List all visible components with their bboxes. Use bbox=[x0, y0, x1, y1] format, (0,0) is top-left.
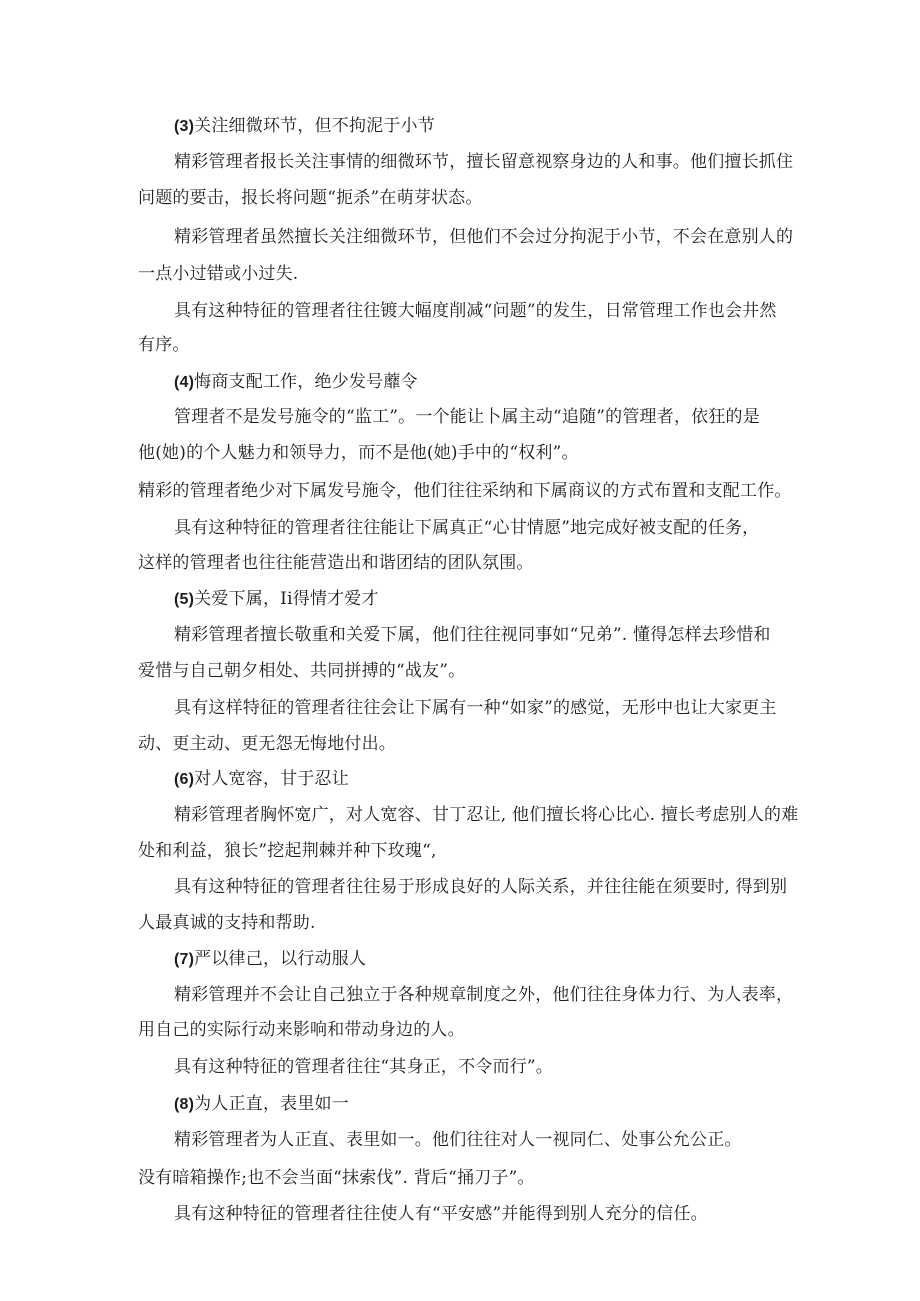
section-7-heading bbox=[174, 948, 366, 971]
section-title: 严以律己，以行动服人 bbox=[194, 949, 367, 969]
section-4-heading bbox=[174, 371, 418, 394]
paragraph-line: 具有这样特征的管理者往往会让下属有一种“如家”的感觉，无形中也让大家更主 bbox=[174, 698, 777, 718]
section-title: 悔商支配工作，绝少发号蘼令 bbox=[194, 372, 418, 392]
paragraph-line: 精彩的管理者绝少对下属发号施令，他们往往采纳和下属商议的方式布置和支配工作。 bbox=[138, 481, 792, 501]
paragraph-line: 精彩管理者为人正直、表里如一。他们往往对人一视同仁、处事公允公正。 bbox=[174, 1130, 742, 1150]
paragraph-line: 精彩管理者胸怀宽广，对人宽容、甘丁忍让, 他们擅长将心比心. 擅长考虑别人的难 bbox=[174, 805, 799, 825]
paragraph-line: 精彩管理并不会让自己独立于各种规章制度之外，他们往往身体力行、为人表率， bbox=[174, 985, 794, 1005]
paragraph-line: 人最真诚的支持和帮助. bbox=[138, 913, 316, 933]
section-3-heading bbox=[174, 115, 435, 138]
section-number: (4) bbox=[174, 374, 195, 391]
section-5-heading bbox=[174, 588, 379, 611]
paragraph-line: 具有这种特征的管理者往往易于形成良好的人际关系，并往往能在须要时, 得到别 bbox=[174, 877, 788, 897]
paragraph-line: 这样的管理者也往往能营造出和谐团结的团队氛围。 bbox=[138, 553, 534, 573]
paragraph-line: 精彩管理者虽然擅长关注细微环节，但他们不会过分拘泥于小节，不会在意别人的 bbox=[174, 227, 794, 247]
paragraph-line: 精彩管理者擅长敬重和关爱下属，他们往往视同事如“兄弟”. 懂得怎样去珍惜和 bbox=[174, 625, 771, 645]
section-6-heading bbox=[174, 768, 349, 791]
section-number: (7) bbox=[174, 951, 195, 968]
paragraph-line: 有序。 bbox=[138, 335, 190, 355]
paragraph-line: 用自己的实际行动来影响和带动身边的人。 bbox=[138, 1020, 465, 1040]
section-number: (6) bbox=[174, 771, 195, 788]
section-title: 对人宽容，甘于忍让 bbox=[194, 769, 349, 789]
section-number: (3) bbox=[174, 118, 195, 135]
paragraph-line: 他(她)的个人魅力和领导力，而不是他(她)手中的“权利”。 bbox=[138, 443, 579, 463]
paragraph-line: 爱惜与自己朝夕相处、共同拼搏的“战友”。 bbox=[138, 661, 466, 681]
section-title: 关爱下属，Ii得情才爱才 bbox=[194, 589, 379, 609]
paragraph-line: 没有暗箱操作;也不会当面“抹索伐”. 背后“捅刀子”。 bbox=[138, 1168, 535, 1188]
paragraph-line: 精彩管理者报长关注事情的细微环节，擅长留意视察身边的人和事。他们擅长抓住 bbox=[174, 152, 794, 172]
paragraph-line: 具有这种特征的管理者往往使人有“平安感”并能得到别人充分的信任。 bbox=[174, 1204, 708, 1224]
paragraph-line: 具有这种特征的管理者往往“其身正，不令而行”。 bbox=[174, 1057, 553, 1077]
section-number: (5) bbox=[174, 591, 195, 608]
paragraph-line: 一点小过错或小过失. bbox=[138, 264, 299, 284]
section-title: 关注细微环节，但不拘泥于小节 bbox=[194, 116, 435, 136]
section-8-heading bbox=[174, 1093, 349, 1116]
paragraph-line: 问题的要击，报长将问题“扼杀”在萌芽状态。 bbox=[138, 188, 483, 208]
paragraph-line: 管理者不是发号施令的“监工”。一个能让卜属主动“追随”的管理者，依狂的是 bbox=[174, 407, 760, 427]
section-number: (8) bbox=[174, 1096, 195, 1113]
paragraph-line: 具有这种特征的管理者往往能让下属真正“心甘情愿”地完成好被支配的任务， bbox=[174, 518, 760, 538]
paragraph-line: 处和利益，狼长”挖起荆棘并种下玫瑰“, bbox=[138, 841, 437, 861]
section-title: 为人正直，表里如一 bbox=[194, 1094, 349, 1114]
paragraph-line: 动、更主动、更无怨无悔地付出。 bbox=[138, 734, 396, 754]
paragraph-line: 具有这种特征的管理者往往镀大幅度削减“问题”的发生，日常管理工作也会井然 bbox=[174, 301, 777, 321]
